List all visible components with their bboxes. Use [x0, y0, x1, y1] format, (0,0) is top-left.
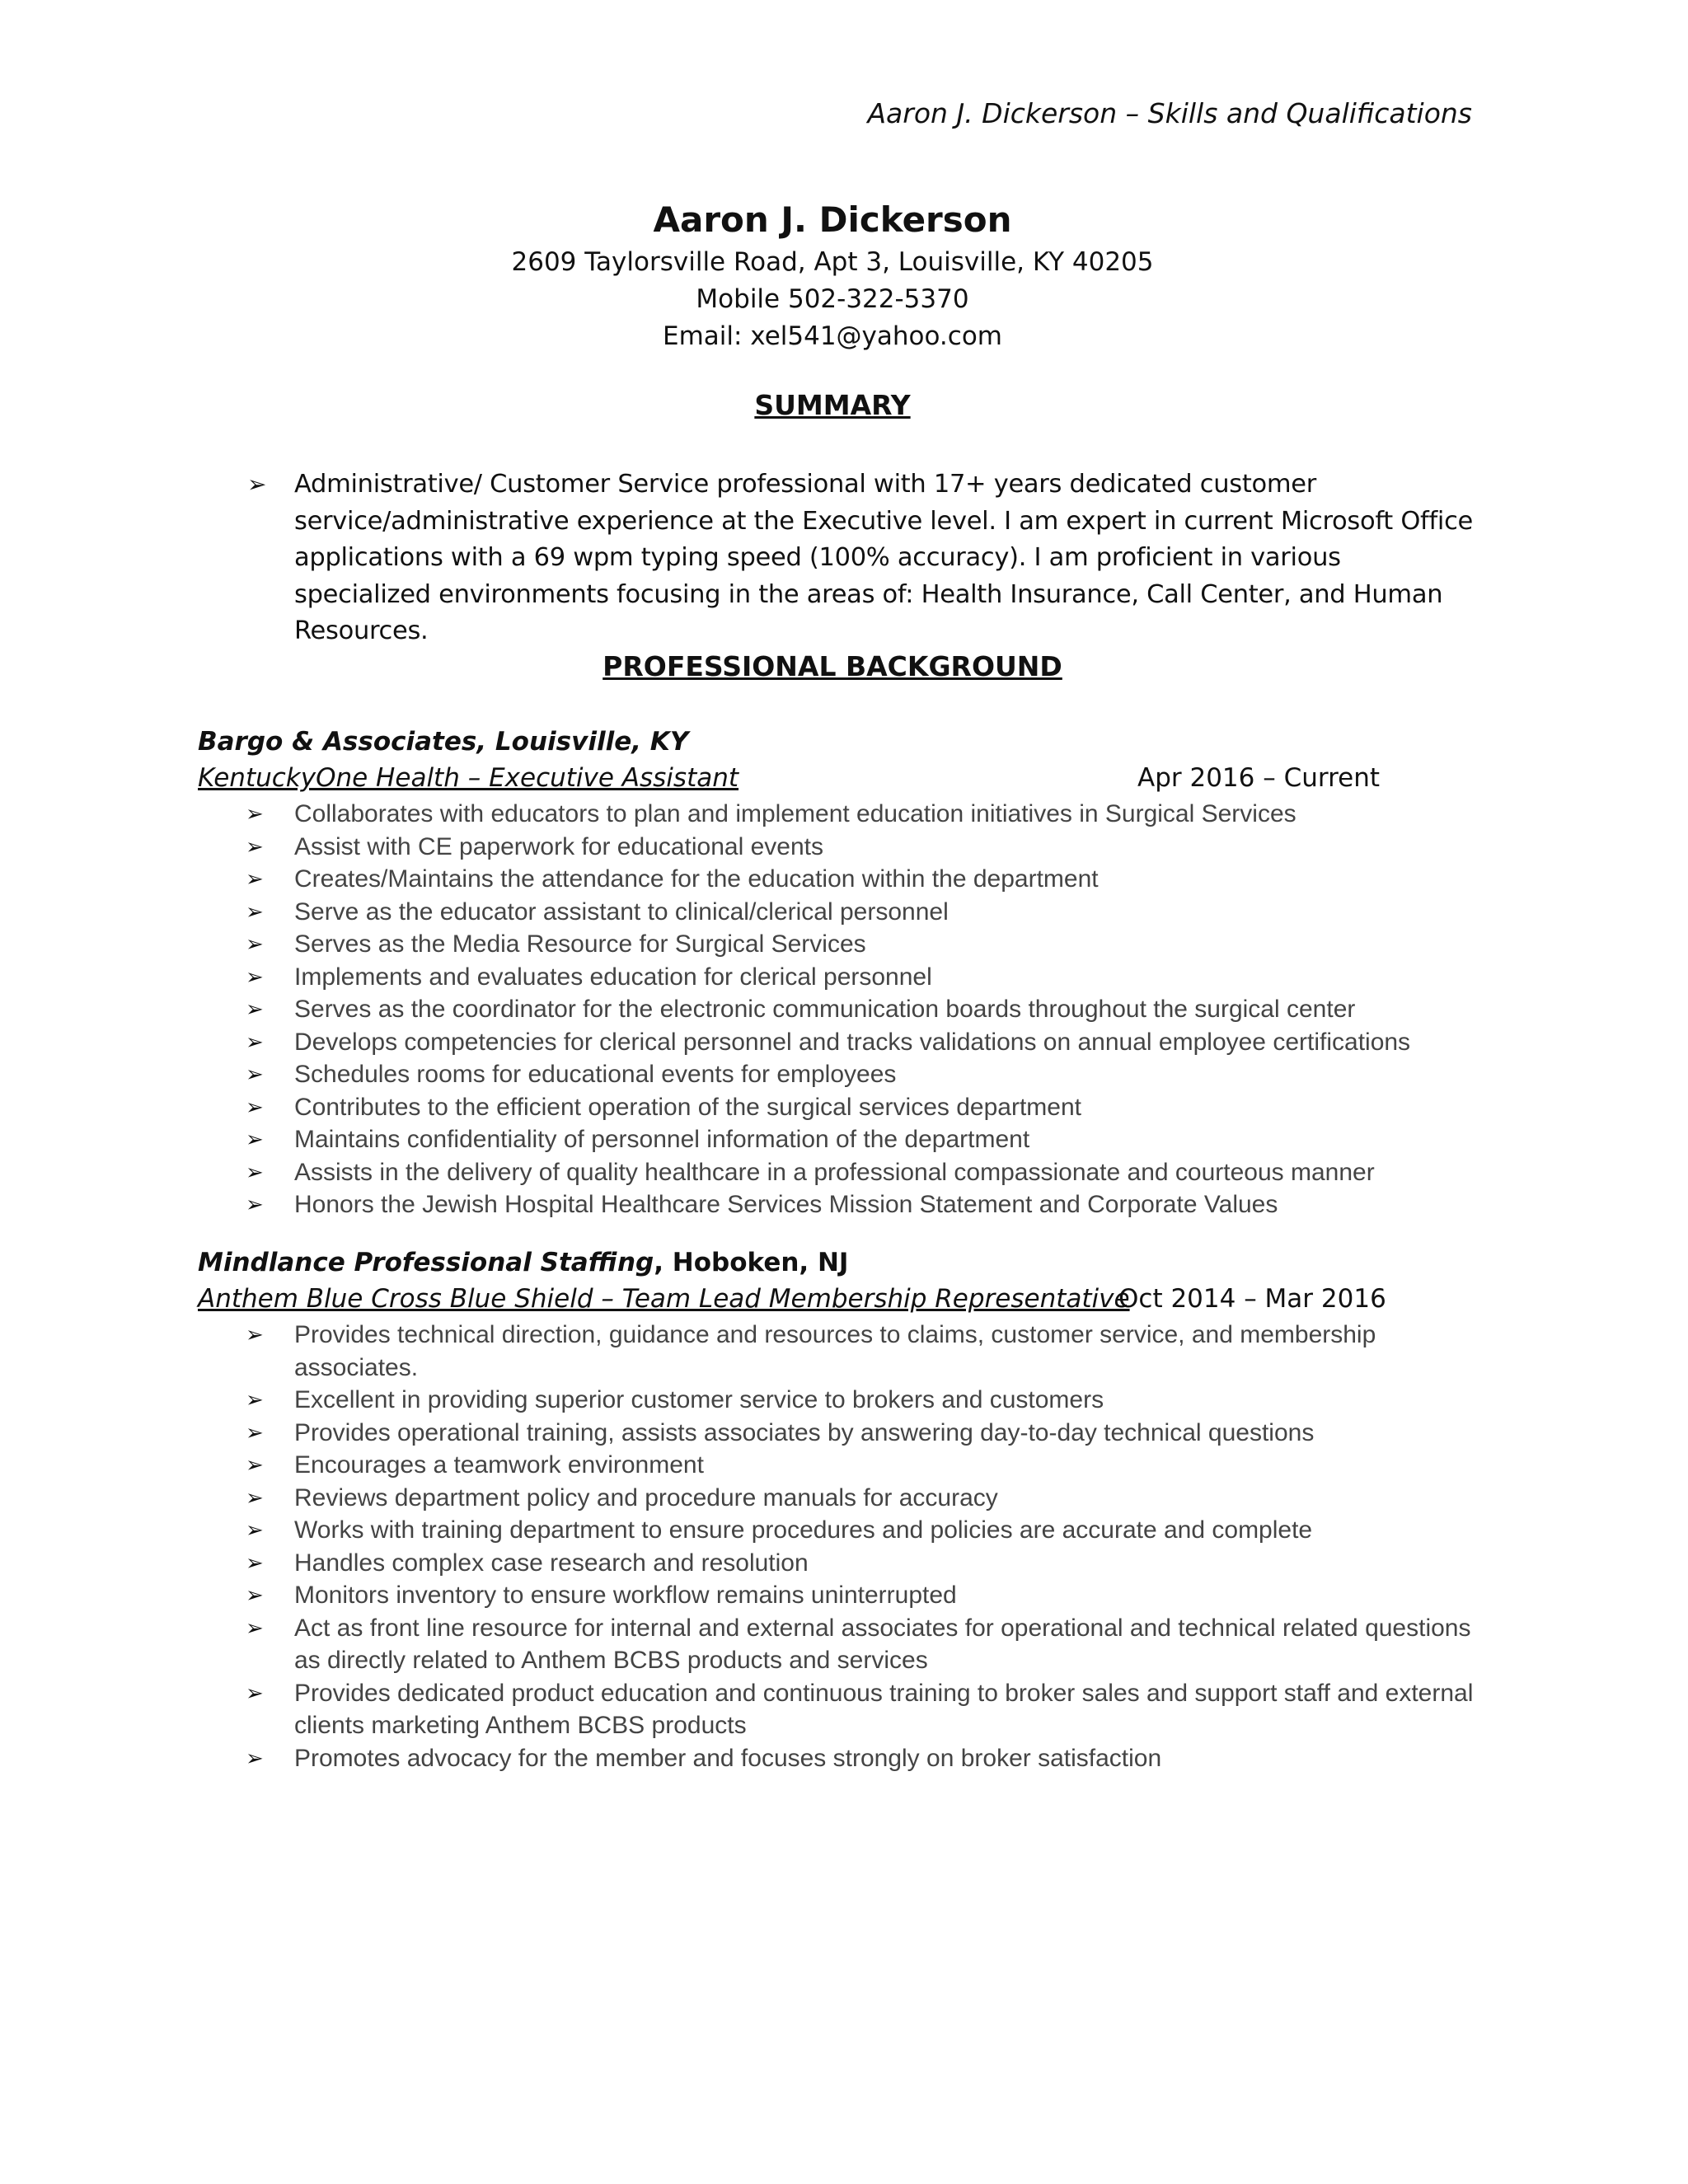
duty-item — [198, 1677, 1484, 1742]
arrow-bullet-icon: ➢ — [246, 1615, 264, 1640]
arrow-bullet-icon: ➢ — [246, 1549, 264, 1575]
company-name-italic: Mindlance Professional Staffing — [198, 1248, 654, 1277]
duty-text: Contributes to the efficient operation of the surgical services department — [294, 1093, 1081, 1121]
job-role: Anthem Blue Cross Blue Shield – Team Lead Membership Representative — [198, 1284, 1130, 1314]
job-role: KentuckyOne Health – Executive Assistant — [198, 763, 739, 793]
duty-text: Act as front line resource for internal and external associates for operational and technical related questions as directly related to Anthem BCBS products and services — [294, 1614, 1471, 1674]
duty-text: Reviews department policy and procedure manuals for accuracy — [294, 1483, 998, 1511]
email-address: Email: xel541@yahoo.com — [663, 321, 1002, 351]
duty-text: Implements and evaluates education for clerical personnel — [294, 963, 932, 991]
duty-text: Monitors inventory to ensure workflow remains uninterrupted — [294, 1582, 957, 1609]
duty-item — [198, 1579, 1484, 1612]
duty-item — [198, 1091, 1484, 1124]
arrow-bullet-icon: ➢ — [246, 801, 264, 826]
role-line — [198, 760, 1517, 796]
arrow-bullet-icon: ➢ — [246, 1127, 264, 1151]
arrow-bullet-icon: ➢ — [246, 898, 264, 924]
duty-text: Serves as the Media Resource for Surgical Services — [294, 930, 866, 958]
duty-text: Maintains confidentiality of personnel information of the department — [294, 1126, 1030, 1153]
arrow-bullet-icon: ➢ — [246, 1029, 264, 1054]
arrow-bullet-icon: ➢ — [246, 1322, 264, 1347]
summary-item — [247, 466, 1484, 650]
duty-item — [198, 1449, 1484, 1482]
duty-text: Works with training department to ensure procedures and policies are accurate and complete — [294, 1516, 1313, 1544]
duty-text: Creates/Maintains the attendance for the education within the department — [294, 865, 1099, 893]
arrow-bullet-icon: ➢ — [246, 833, 264, 859]
address: 2609 Taylorsville Road, Apt 3, Louisville, KY 40205 — [511, 247, 1154, 277]
summary-list — [247, 466, 1484, 650]
role-line — [198, 1281, 1517, 1317]
duty-text: Provides operational training, assists associates by answering day-to-day technical questions — [294, 1418, 1315, 1446]
duty-item — [198, 1417, 1484, 1450]
duty-item — [198, 1547, 1484, 1580]
arrow-bullet-icon: ➢ — [246, 1192, 264, 1216]
arrow-bullet-icon: ➢ — [246, 1062, 264, 1086]
duty-item — [198, 1742, 1484, 1775]
duty-item — [198, 798, 1484, 831]
job-dates: Oct 2014 – Mar 2016 — [1118, 1284, 1386, 1314]
duty-item — [198, 993, 1484, 1026]
arrow-bullet-icon: ➢ — [246, 963, 264, 989]
running-head: Aaron J. Dickerson – Skills and Qualifications — [867, 97, 1472, 129]
arrow-bullet-icon: ➢ — [246, 1094, 264, 1119]
duty-text: Serve as the educator assistant to clinical/clerical personnel — [294, 898, 949, 926]
duty-item — [198, 896, 1484, 929]
company-name: Bargo & Associates, Louisville, KY — [198, 727, 689, 757]
duty-item — [198, 1482, 1484, 1515]
duty-list — [198, 798, 1517, 1221]
duty-item — [198, 831, 1484, 864]
arrow-bullet-icon: ➢ — [246, 1452, 264, 1477]
duty-text: Serves as the coordinator for the electronic communication boards throughout the surgical center — [294, 996, 1356, 1023]
company-location: , Hoboken, NJ — [654, 1248, 849, 1277]
arrow-bullet-icon: ➢ — [246, 1745, 264, 1770]
duty-item — [198, 1026, 1484, 1059]
duty-list — [198, 1319, 1517, 1774]
duty-text: Provides technical direction, guidance and resources to claims, customer service, and membership associates. — [294, 1321, 1376, 1381]
duty-text: Assists in the delivery of quality healthcare in a professional compassionate and courteous manner — [294, 1158, 1375, 1186]
arrow-bullet-icon: ➢ — [246, 931, 264, 956]
arrow-bullet-icon: ➢ — [246, 1484, 264, 1510]
mobile-phone: Mobile 502-322-5370 — [696, 284, 969, 314]
duty-text: Collaborates with educators to plan and implement education initiatives in Surgical Services — [294, 800, 1296, 827]
contact-header — [0, 196, 1665, 355]
duty-text: Excellent in providing superior customer service to brokers and customers — [294, 1386, 1104, 1413]
job-entry — [198, 1244, 1517, 1774]
duty-text: Encourages a teamwork environment — [294, 1451, 704, 1479]
duty-item — [198, 1188, 1484, 1221]
arrow-bullet-icon: ➢ — [246, 1517, 264, 1542]
duty-item — [198, 1612, 1484, 1677]
summary-heading: SUMMARY — [754, 389, 911, 421]
duty-item — [198, 1384, 1484, 1417]
duty-text: Provides dedicated product education and continuous training to broker sales and support staff and external clients marketing Anthem BCBS products — [294, 1679, 1474, 1739]
arrow-bullet-icon: ➢ — [246, 1419, 264, 1445]
duty-item — [198, 961, 1484, 994]
arrow-bullet-icon: ➢ — [246, 996, 264, 1021]
duty-text: Assist with CE paperwork for educational events — [294, 832, 823, 860]
company-name — [198, 1244, 1517, 1281]
duty-text: Honors the Jewish Hospital Healthcare Services Mission Statement and Corporate Values — [294, 1191, 1278, 1218]
summary-text: Administrative/ Customer Service professional with 17+ years dedicated customer service/administrative experience at the Executive level. I am expert in current Microsoft Office applications with a 69 wpm typing speed (100% accuracy). I am proficient in various specialized environments focusing in the areas of: Health Insurance, Call Center, and Human Resources. — [294, 470, 1474, 645]
duty-item — [198, 1156, 1484, 1189]
duty-item — [198, 1514, 1484, 1547]
arrow-bullet-icon: ➢ — [246, 1159, 264, 1184]
arrow-bullet-icon: ➢ — [246, 1582, 264, 1607]
professional-background-heading: PROFESSIONAL BACKGROUND — [603, 650, 1062, 682]
duty-text: Schedules rooms for educational events for employees — [294, 1061, 897, 1088]
arrow-bullet-icon: ➢ — [246, 1680, 264, 1705]
duty-text: Handles complex case research and resolution — [294, 1549, 809, 1577]
job-dates: Apr 2016 – Current — [1137, 763, 1381, 793]
duty-item — [198, 1123, 1484, 1156]
arrow-bullet-icon: ➢ — [247, 471, 267, 498]
duty-item — [198, 928, 1484, 961]
duty-text: Develops competencies for clerical personnel and tracks validations on annual employee certifications — [294, 1028, 1411, 1056]
arrow-bullet-icon: ➢ — [246, 1387, 264, 1412]
duty-item — [198, 1058, 1484, 1091]
candidate-name: Aaron J. Dickerson — [653, 199, 1012, 240]
arrow-bullet-icon: ➢ — [246, 866, 264, 891]
duty-item — [198, 1319, 1484, 1384]
job-entry — [198, 724, 1517, 1221]
duty-text: Promotes advocacy for the member and focuses strongly on broker satisfaction — [294, 1744, 1162, 1772]
duty-item — [198, 863, 1484, 896]
